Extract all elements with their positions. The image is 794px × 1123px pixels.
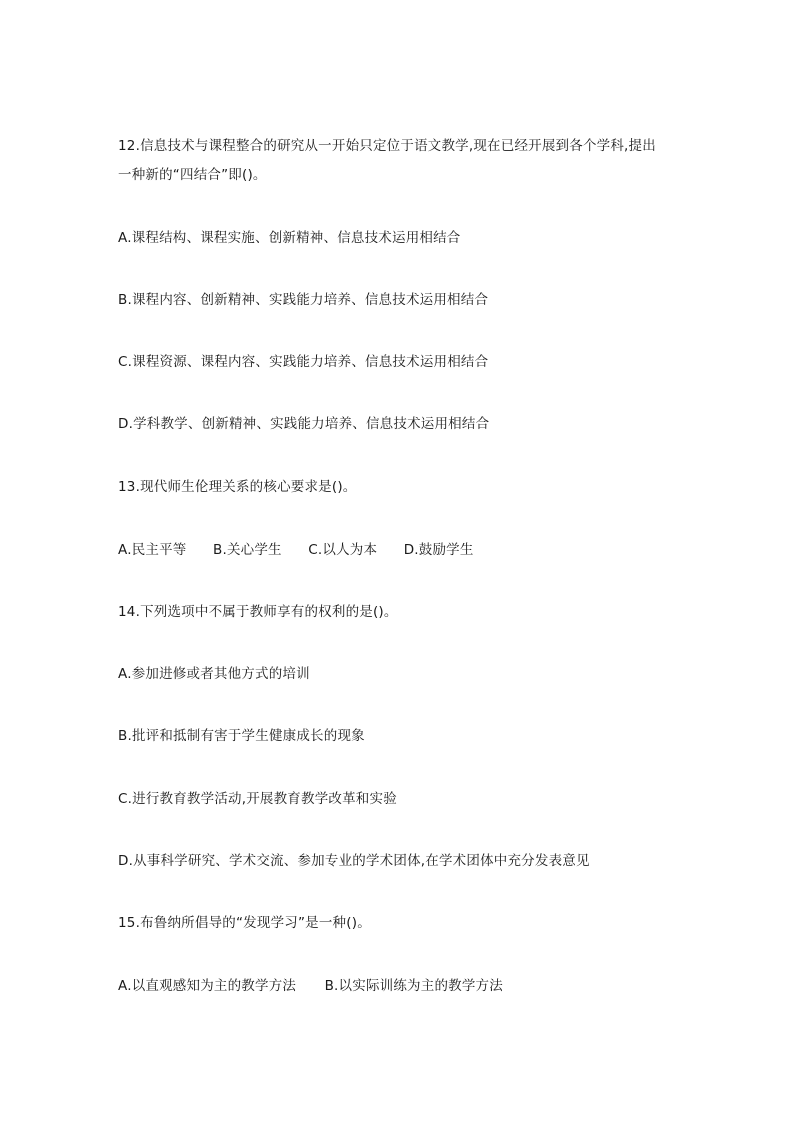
question-13-option-d: D.鼓励学生 (403, 542, 474, 558)
question-14-option-d: D.从事科学研究、学术交流、参加专业的学术团体,在学术团体中充分发表意见 (118, 853, 590, 869)
question-13-stem: 13.现代师生伦理关系的核心要求是()。 (118, 479, 357, 495)
question-12-option-c: C.课程资源、课程内容、实践能力培养、信息技术运用相结合 (118, 354, 489, 370)
question-12-stem-line-2: 一种新的“四结合”即()。 (118, 167, 267, 183)
question-13-option-c: C.以人为本 (308, 542, 378, 558)
question-15-option-b: B.以实际训练为主的教学方法 (324, 978, 503, 994)
question-15-options-row (118, 976, 503, 996)
question-12-option-d: D.学科教学、创新精神、实践能力培养、信息技术运用相结合 (118, 416, 490, 432)
question-13-option-a: A.民主平等 (118, 542, 187, 558)
question-14-option-c: C.进行教育教学活动,开展教育教学改革和实验 (118, 791, 397, 807)
question-12-option-b: B.课程内容、创新精神、实践能力培养、信息技术运用相结合 (118, 292, 489, 308)
question-14-option-a: A.参加进修或者其他方式的培训 (118, 666, 310, 682)
question-15-stem: 15.布鲁纳所倡导的“发现学习”是一种()。 (118, 915, 371, 931)
question-13-options-row (118, 540, 474, 560)
question-13-option-b: B.关心学生 (213, 542, 282, 558)
question-15-option-a: A.以直观感知为主的教学方法 (118, 978, 297, 994)
question-12-option-a: A.课程结构、课程实施、创新精神、信息技术运用相结合 (118, 230, 461, 246)
question-14-option-b: B.批评和抵制有害于学生健康成长的现象 (118, 728, 365, 744)
question-12-stem-line-1: 12.信息技术与课程整合的研究从一开始只定位于语文教学,现在已经开展到各个学科,提出 (118, 138, 656, 154)
question-14-stem: 14.下列选项中不属于教师享有的权利的是()。 (118, 604, 398, 620)
